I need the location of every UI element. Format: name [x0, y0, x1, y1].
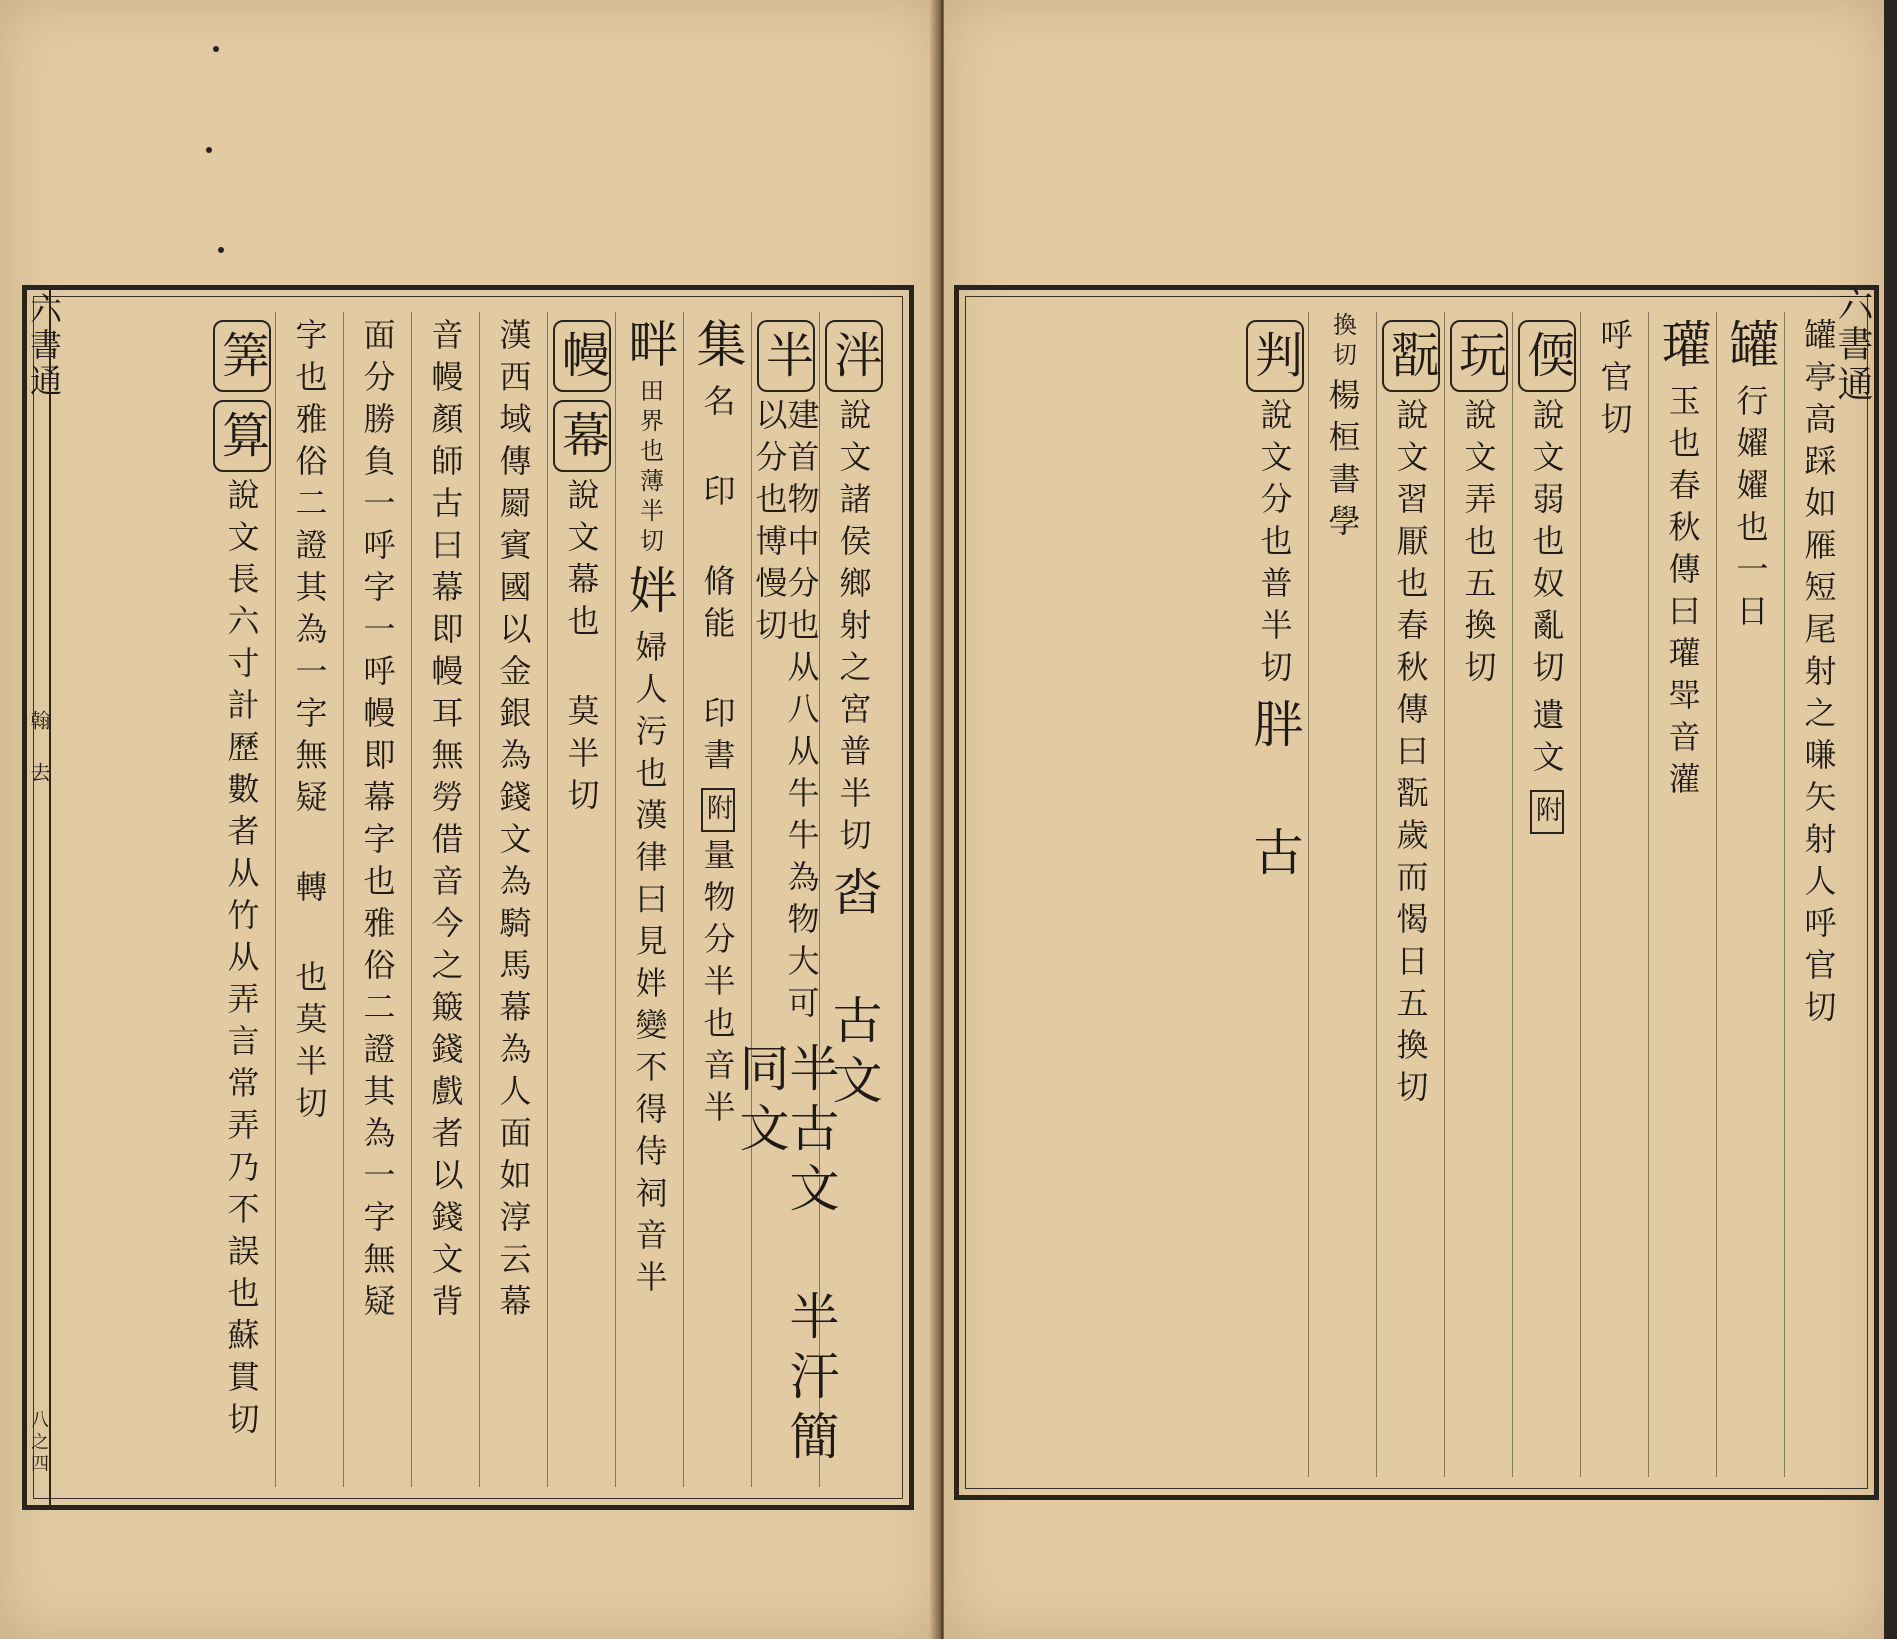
binding-hole — [218, 247, 224, 253]
seal-glyphs: 半古文 半汗簡 同文 — [731, 1041, 840, 1470]
column-text: 罐亭高踩如雁短尾射之嗛矢射人呼官切 — [1799, 318, 1838, 1032]
binding-hole — [206, 147, 212, 153]
column-extra: 婦人污也漢律曰見姅變不得侍祠音半 — [630, 630, 669, 1302]
book-title: 六書通 — [25, 292, 63, 400]
entry-head: 泮 — [825, 320, 883, 392]
entry-head: 翫 — [1382, 320, 1440, 392]
column-text: 說文弄也五換切 — [1459, 398, 1498, 692]
margin-strip — [25, 290, 63, 1505]
column-3 — [1648, 312, 1716, 1477]
entry-head-2: 算 — [213, 400, 271, 472]
column-extra: 說文幕也 莫半切 — [562, 478, 601, 820]
column-2 — [1716, 312, 1784, 1477]
column-7 — [411, 312, 479, 1487]
column-extra: 量物分半也音半 — [698, 838, 737, 1132]
column-text: 面分勝負一呼字一呼幔即幕字也雅俗二證其為一字無疑 — [358, 318, 397, 1326]
column-6 — [479, 312, 547, 1487]
column-text: 說文諸侯鄉射之宮普半切 — [834, 398, 873, 860]
seal-glyphs: 㳫 古文 — [824, 866, 883, 1114]
column-container-right — [981, 312, 1852, 1477]
column-3 — [683, 312, 751, 1487]
entry-head: 幔 — [553, 320, 611, 392]
appendix-tag: 附 — [701, 788, 735, 832]
column-text: 建首物中分也从八从牛牛為物大可以分也博慢切 — [750, 398, 821, 1028]
column-10 — [208, 312, 275, 1487]
column-8 — [1308, 312, 1376, 1477]
column-text: 名 印 脩能 印書 — [698, 384, 737, 780]
text-frame-left — [22, 285, 914, 1510]
column-text: 說文分也普半切 — [1255, 398, 1294, 692]
column-7 — [1376, 312, 1444, 1477]
column-6 — [1444, 312, 1512, 1477]
column-text: 行嬥嬥也一日 — [1731, 384, 1770, 636]
column-text: 田界也薄半切 — [635, 378, 664, 558]
entry-head: 偄 — [1518, 320, 1576, 392]
right-page — [944, 0, 1884, 1639]
appendix-tag: 附 — [1530, 790, 1564, 834]
column-4 — [1580, 312, 1648, 1477]
column-4 — [615, 312, 683, 1487]
entry-head-2: 幕 — [553, 400, 611, 472]
entry-head: 筭 — [213, 320, 271, 392]
column-8 — [343, 312, 411, 1487]
column-text: 音幔顏師古曰幕即幔耳無勞借音今之簸錢戲者以錢文背 — [426, 318, 465, 1326]
column-text: 呼官切 — [1595, 318, 1634, 444]
column-text: 說文習厭也春秋傳曰翫歲而愒日五換切 — [1391, 398, 1430, 1112]
column-9 — [1241, 312, 1308, 1477]
column-5 — [1512, 312, 1580, 1477]
column-text: 說文弱也奴亂切 — [1527, 398, 1566, 692]
text-frame-right — [954, 285, 1879, 1500]
column-text: 字也雅俗二證其為一字無疑 轉 也莫半切 — [290, 318, 329, 1128]
entry-head: 判 — [1246, 320, 1304, 392]
column-1 — [1784, 312, 1852, 1477]
seal-glyphs: 姅 — [620, 564, 679, 624]
binding-hole — [213, 46, 219, 52]
entry-head: 畔 — [620, 318, 679, 378]
column-extra: 楊桓書學 — [1323, 378, 1362, 546]
column-container-left — [49, 312, 887, 1487]
seal-glyphs: 胖 古 — [1245, 698, 1304, 886]
column-text: 漢西域傳罽賓國以金銀為錢文為騎馬幕為人面如淳云幕 — [494, 318, 533, 1326]
column-text: 換切 — [1328, 312, 1357, 372]
folio-number: 八之四 — [28, 1410, 49, 1476]
column-text: 玉也春秋傳曰瓘斝音灌 — [1663, 384, 1702, 804]
entry-head: 瓘 — [1653, 318, 1712, 378]
entry-head: 罐 — [1721, 318, 1780, 378]
entry-head: 玩 — [1450, 320, 1508, 392]
book-title: 六書通 — [1832, 285, 1873, 405]
entry-head: 半 — [757, 320, 815, 392]
column-extra: 說文長六寸計歷數者从竹从弄言常弄乃不誤也蘇貫切 — [222, 478, 261, 1444]
left-page — [0, 0, 940, 1639]
entry-head: 集 — [688, 318, 747, 378]
column-5 — [547, 312, 615, 1487]
column-extra: 遺文 — [1527, 698, 1566, 782]
column-9 — [275, 312, 343, 1487]
section-mark: 翰 去 — [27, 710, 51, 786]
column-2 — [731, 312, 840, 1487]
